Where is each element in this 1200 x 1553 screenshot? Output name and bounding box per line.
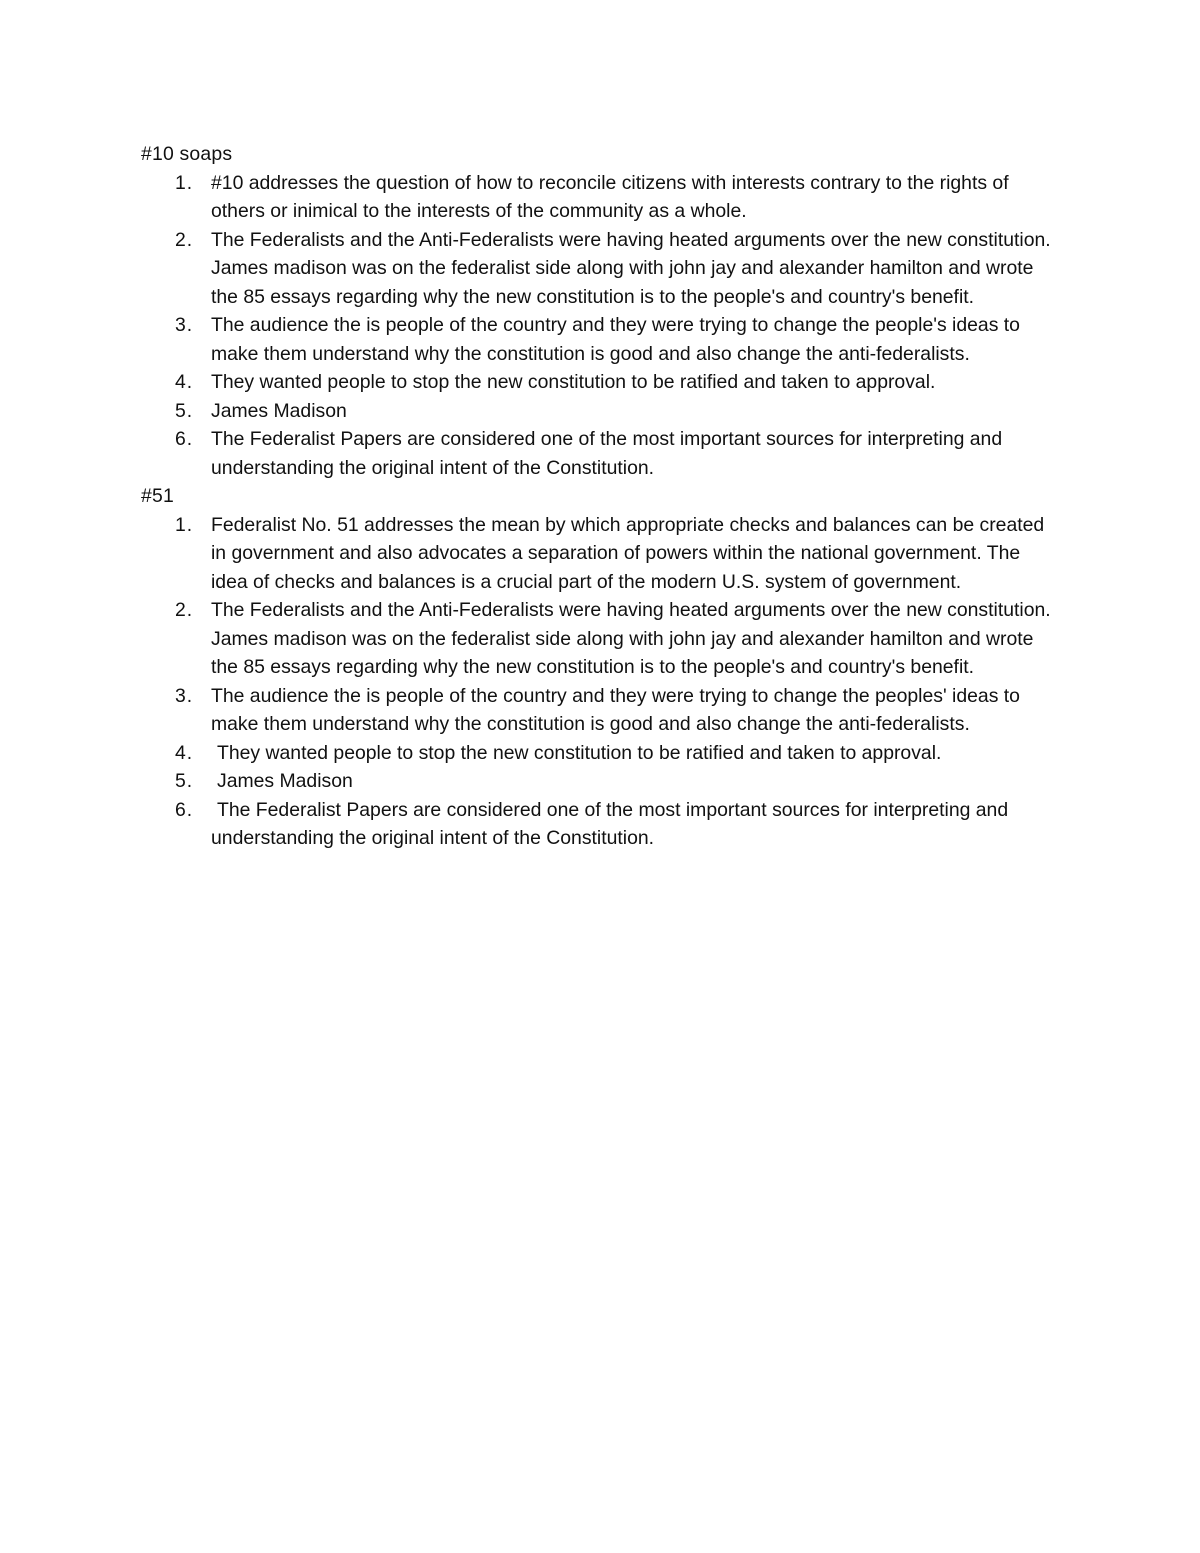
list-item <box>141 397 1071 426</box>
list-item-number: 3. <box>175 314 194 336</box>
list-item <box>141 425 1071 482</box>
list-item-number: 5. <box>175 399 194 422</box>
list-item <box>141 682 1071 739</box>
list-item-number: 1. <box>175 513 194 536</box>
list-item-text: James Madison <box>217 770 353 792</box>
list-item <box>141 226 1071 312</box>
list-item-number: 2. <box>175 599 194 621</box>
list-item-number: 3. <box>175 684 194 707</box>
list-item-text: #10 addresses the question of how to reconcile citizens with interests contrary to the rights of others or inimical to the interests of the community as a whole. <box>211 171 1009 222</box>
list-item <box>141 311 1071 368</box>
list-item-number: 5. <box>175 770 194 792</box>
list-item-text: Federalist No. 51 addresses the mean by which appropriate checks and balances can be created in government and also advocates a separation of powers within the national government. The idea of checks and balances is a crucial part of the modern U.S. system of government. <box>211 513 1045 593</box>
section-heading: #10 soaps <box>141 143 233 165</box>
section-federalist-10 <box>141 140 1071 482</box>
list-item-text: The Federalists and the Anti-Federalists were having heated arguments over the new constitution. James madison was on the federalist side along with john jay and alexander hamilton and wrote the 85 essays regarding why the new constitution is to the people's and country's benefit. <box>211 228 1051 308</box>
list-item-text: The Federalists and the Anti-Federalists were having heated arguments over the new constitution. James madison was on the federalist side along with john jay and alexander hamilton and wrote the 85 essays regarding why the new constitution is to the people's and country's benefit. <box>211 599 1051 678</box>
section-federalist-51 <box>141 482 1071 853</box>
list-item <box>141 368 1071 397</box>
list-item <box>141 596 1071 682</box>
list-item <box>141 739 1071 768</box>
document-body <box>141 140 1071 853</box>
list-item-number: 4. <box>175 741 194 764</box>
list-item-text: The Federalist Papers are considered one of the most important sources for interpreting and understanding the original intent of the Constitution. <box>211 798 1009 849</box>
list-item-text: The audience the is people of the country and they were trying to change the peoples' ideas to make them understand why the constitution is good and also change the anti-federalists. <box>211 684 1020 735</box>
list-item <box>141 169 1071 226</box>
list-item-text: The Federalist Papers are considered one of the most important sources for interpreting and understanding the original intent of the Constitution. <box>211 428 1003 479</box>
list-item <box>141 796 1071 853</box>
list-item <box>141 511 1071 597</box>
list-item-text: James Madison <box>211 399 347 422</box>
list-item-number: 4. <box>175 371 194 393</box>
list-item <box>141 767 1071 796</box>
numbered-list <box>141 511 1071 853</box>
list-item-number: 1. <box>175 171 194 194</box>
list-item-text: The audience the is people of the country and they were trying to change the people's ideas to make them understand why the constitution is good and also change the anti-federalists. <box>211 314 1020 365</box>
section-heading: #51 <box>141 485 174 507</box>
numbered-list <box>141 169 1071 483</box>
list-item-text: They wanted people to stop the new constitution to be ratified and taken to approval. <box>211 371 936 393</box>
list-item-number: 2. <box>175 228 194 251</box>
list-item-number: 6. <box>175 798 194 821</box>
list-item-text: They wanted people to stop the new constitution to be ratified and taken to approval. <box>217 741 942 764</box>
list-item-number: 6. <box>175 428 194 450</box>
